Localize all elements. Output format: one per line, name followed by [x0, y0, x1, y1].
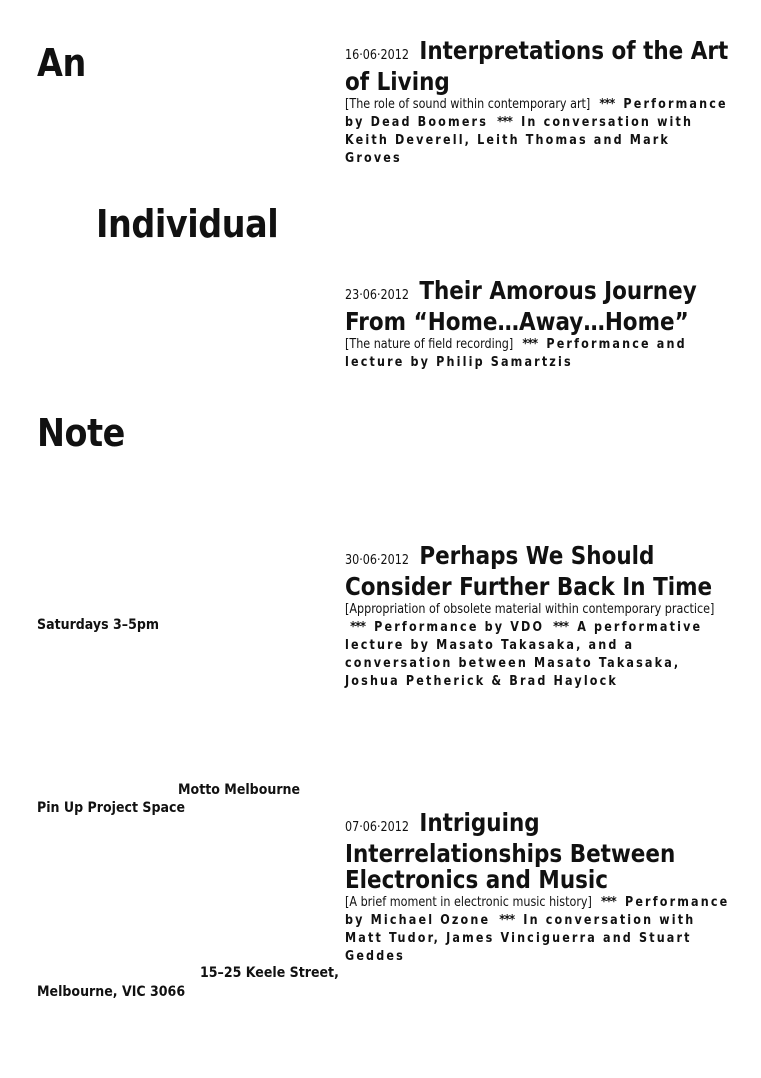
event-4-separator-1: *** — [600, 895, 616, 910]
event-3-date: 30·06·2012 — [345, 553, 410, 568]
event-1-separator-1: *** — [599, 97, 615, 112]
event-2 — [345, 278, 745, 372]
title-word-an: An — [37, 41, 86, 85]
event-2-heading — [345, 278, 741, 335]
event-2-detail-1: Performance and lecture by Philip Samartzis — [345, 337, 687, 370]
event-1-body — [345, 96, 732, 168]
event-3-heading — [345, 543, 741, 600]
event-2-description: [The nature of field recording] — [345, 337, 514, 352]
event-3-description: [Appropriation of obsolete material within contemporary practice] — [345, 602, 715, 617]
event-1-date: 16·06·2012 — [345, 48, 410, 63]
event-4-body — [345, 894, 732, 966]
event-1 — [345, 38, 745, 168]
schedule-text: Saturdays 3–5pm — [37, 617, 160, 633]
venue-name-line1: Motto Melbourne — [178, 782, 301, 798]
title-word-individual: Individual — [96, 202, 279, 246]
event-4-detail-1: Performance by Michael Ozone — [345, 895, 730, 928]
event-2-title: Their Amorous Journey From “Home…Away…Home” — [345, 276, 697, 336]
event-4-title: Intriguing Interrelationships Between Electronics and Music — [345, 808, 676, 894]
event-1-description: [The role of sound within contemporary art] — [345, 97, 591, 112]
event-2-date: 23·06·2012 — [345, 288, 410, 303]
event-1-title: Interpretations of the Art of Living — [345, 36, 729, 96]
event-1-detail-2: In conversation with Keith Deverell, Leith Thomas and Mark Groves — [345, 115, 694, 166]
title-word-note: Note — [37, 411, 125, 455]
event-3-separator-1: *** — [350, 620, 366, 635]
venue-name-line2: Pin Up Project Space — [37, 800, 186, 816]
event-2-body — [345, 336, 732, 372]
event-3-separator-2: *** — [553, 620, 569, 635]
event-4-description: [A brief moment in electronic music history] — [345, 895, 592, 910]
event-3-detail-1: Performance by VDO — [374, 620, 545, 635]
venue-street: 15–25 Keele Street, — [200, 965, 339, 981]
event-3 — [345, 543, 745, 691]
event-4-heading — [345, 810, 741, 893]
event-1-heading — [345, 38, 741, 95]
event-4 — [345, 810, 745, 966]
venue-city: Melbourne, VIC 3066 — [37, 984, 186, 1000]
event-3-title: Perhaps We Should Consider Further Back In Time — [345, 541, 713, 601]
event-3-body — [345, 601, 732, 691]
event-4-detail-2: In conversation with Matt Tudor, James Vinciguerra and Stuart Geddes — [345, 913, 696, 964]
event-1-detail-1: Performance by Dead Boomers — [345, 97, 728, 130]
event-2-separator-1: *** — [522, 337, 538, 352]
event-4-separator-2: *** — [499, 913, 515, 928]
event-1-separator-2: *** — [497, 115, 513, 130]
event-4-date: 07·06·2012 — [345, 820, 410, 835]
event-3-detail-2: A performative lecture by Masato Takasaka, and a conversation between Masato Takasaka, Joshua Petherick & Brad Haylock — [345, 620, 703, 689]
